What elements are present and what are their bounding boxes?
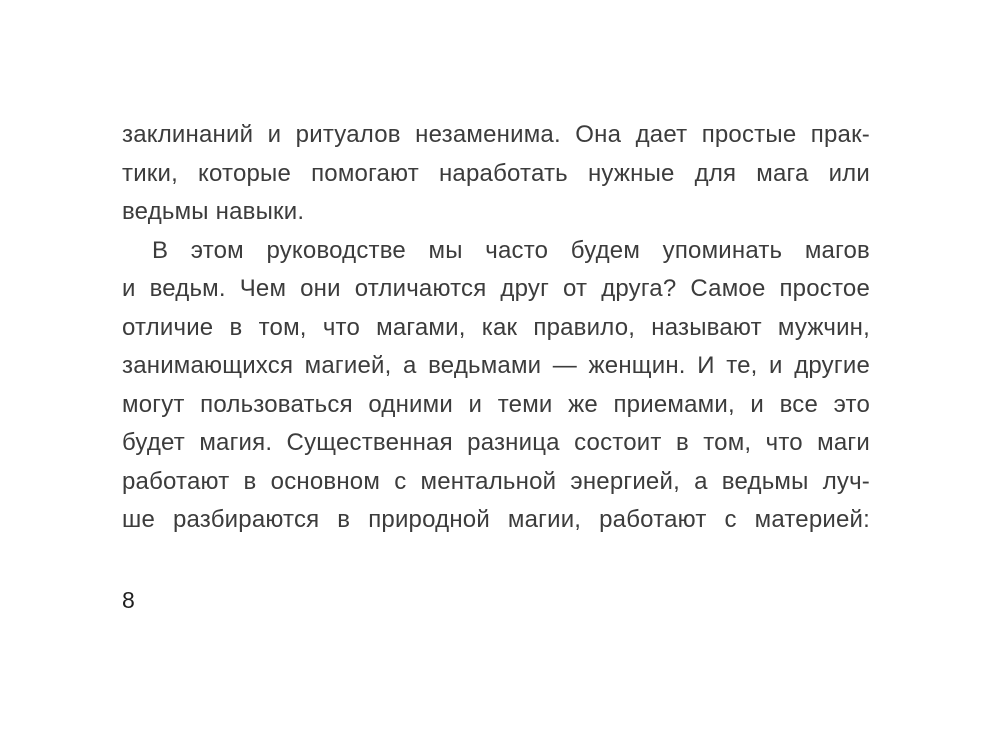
- page-text-block: [122, 116, 870, 540]
- text-line: работают в основном с ментальной энергией, а ведьмы луч-: [122, 467, 870, 495]
- text-line: отличие в том, что магами, как правило, называют мужчин,: [122, 313, 870, 341]
- text-line: тики, которые помогают наработать нужные для мага или: [122, 159, 870, 187]
- text-line-paragraph-end: ведьмы навыки.: [122, 198, 305, 225]
- text-line-paragraph-start: В этом руководстве мы часто будем упоминать магов: [152, 236, 870, 264]
- text-line: занимающихся магией, а ведьмами — женщин. И те, и другие: [122, 352, 870, 379]
- page-number: 8: [122, 587, 135, 613]
- text-line: будет магия. Существенная разница состоит в том, что маги: [122, 429, 870, 456]
- text-line: заклинаний и ритуалов незаменима. Она дает простые прак-: [122, 121, 870, 148]
- text-line: и ведьм. Чем они отличаются друг от друга? Самое простое: [122, 275, 870, 302]
- text-line: ше разбираются в природной магии, работают с материей:: [122, 506, 870, 533]
- text-line: могут пользоваться одними и теми же приемами, и все это: [122, 390, 870, 418]
